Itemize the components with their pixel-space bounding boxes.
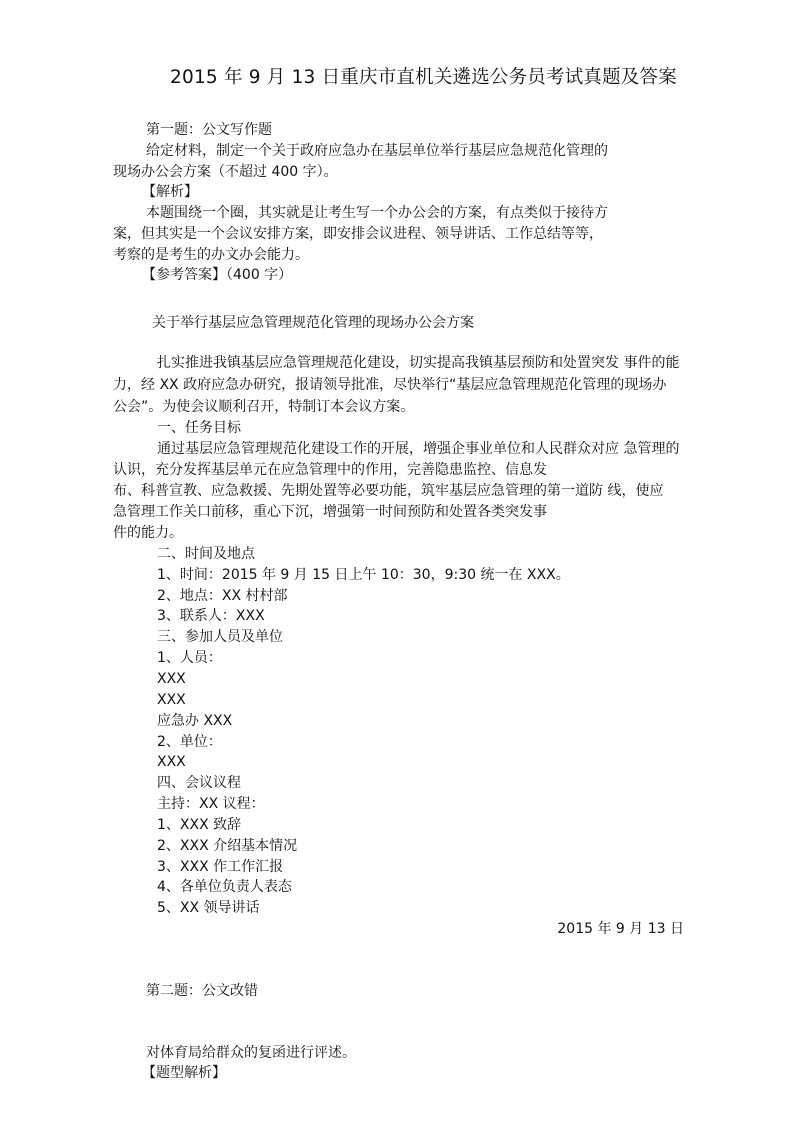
q2-analysis-label: 【题型解析】 — [142, 1065, 226, 1081]
q1-prompt-line-2: 现场办公会方案（不超过 400 字）。 — [113, 164, 338, 180]
q1-heading: 第一题：公文写作题 — [146, 122, 272, 138]
q1-answer-label: 【参考答案】（400 字） — [142, 267, 293, 283]
intro-line-1: 扎实推进我镇基层应急管理规范化建设，切实提高我镇基层预防和处置突发 事件的能 — [157, 355, 680, 371]
q2-prompt: 对体育局给群众的复函进行评述。 — [146, 1045, 356, 1061]
signature-date: 2015 年 9 月 13 日 — [557, 921, 684, 937]
section-1-line-1: 通过基层应急管理规范化建设工作的开展，增强企事业单位和人民群众对应 急管理的 — [157, 441, 680, 457]
section-3-units-label: 2、单位： — [157, 734, 222, 750]
intro-line-3: 公会”。为使会议顺利召开，特制订本会议方案。 — [113, 399, 415, 415]
section-1-line-5: 件的能力。 — [113, 525, 183, 541]
plan-title: 关于举行基层应急管理规范化管理的现场办公会方案 — [152, 315, 474, 331]
intro-line-2: 力，经 XX 政府应急办研究，报请领导批准，尽快举行“基层应急管理规范化管理的现场办 — [113, 377, 667, 393]
section-3-person: XXX — [157, 692, 186, 708]
agenda-item: 3、XXX 作工作汇报 — [157, 859, 284, 875]
q1-analysis-line-3: 考察的是考生的办文办会能力。 — [113, 247, 309, 263]
agenda-item: 4、各单位负责人表态 — [157, 879, 292, 895]
q1-prompt-line-1: 给定材料，制定一个关于政府应急办在基层单位举行基层应急规范化管理的 — [146, 143, 608, 159]
q2-heading: 第二题：公文改错 — [146, 983, 258, 999]
section-4-heading: 四、会议议程 — [157, 775, 241, 791]
section-2-heading: 二、时间及地点 — [157, 546, 255, 562]
section-3-people-label: 1、人员： — [157, 650, 222, 666]
section-3-heading: 三、参加人员及单位 — [157, 629, 283, 645]
agenda-item: 5、XX 领导讲话 — [157, 900, 260, 916]
q1-analysis-line-1: 本题围绕一个圈，其实就是让考生写一个办公会的方案，有点类似于接待方 — [146, 205, 608, 221]
section-3-person: 应急办 XXX — [157, 713, 233, 729]
section-1-line-4: 急管理工作关口前移，重心下沉，增强第一时间预防和处置各类突发事 — [113, 504, 547, 520]
section-2-item: 1、时间：2015 年 9 月 15 日上午 10：30，9:30 统一在 XXX。 — [157, 567, 570, 583]
section-1-line-2: 认识，充分发挥基层单元在应急管理中的作用，完善隐患监控、信息发 — [113, 462, 547, 478]
agenda-item: 2、XXX 介绍基本情况 — [157, 838, 298, 854]
q1-analysis-line-2: 案，但其实是一个会议安排方案，即安排会议进程、领导讲话、工作总结等等， — [113, 226, 603, 242]
q1-analysis-label: 【解析】 — [142, 184, 198, 200]
section-4-host: 主持：XX 议程： — [157, 796, 265, 812]
section-2-item: 3、联系人：XXX — [157, 608, 265, 624]
section-1-line-3: 布、科普宣教、应急救援、先期处置等必要功能，筑牢基层应急管理的第一道防 线，使应 — [113, 483, 664, 499]
section-3-unit: XXX — [157, 754, 186, 770]
page-title: 2015 年 9 月 13 日重庆市直机关遴选公务员考试真题及答案 — [170, 67, 677, 88]
section-2-item: 2、地点：XX 村村部 — [157, 588, 288, 604]
section-3-person: XXX — [157, 671, 186, 687]
agenda-item: 1、XXX 致辞 — [157, 817, 242, 833]
section-1-heading: 一、任务目标 — [157, 420, 241, 436]
